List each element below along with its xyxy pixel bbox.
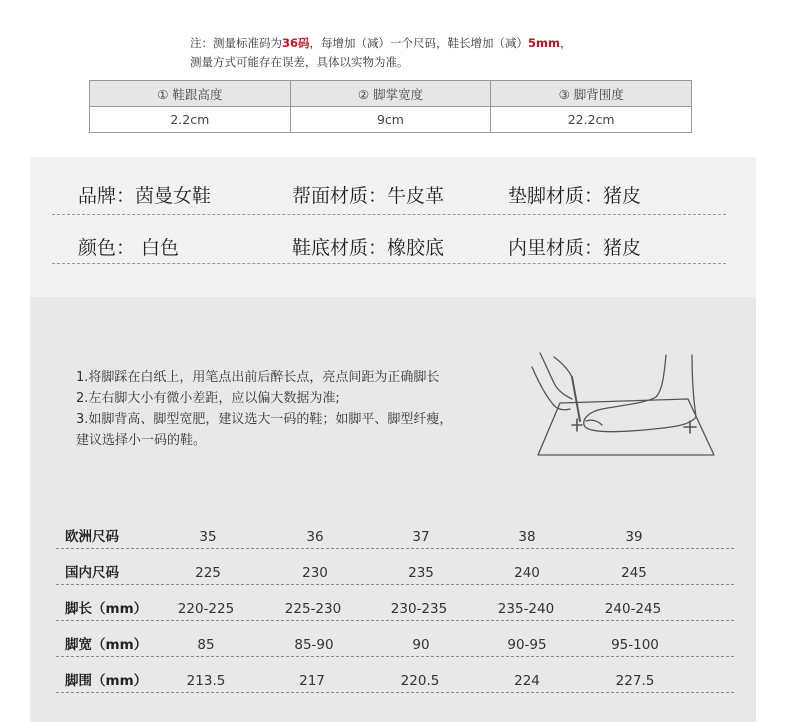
size-cell: 95-100 (611, 637, 659, 653)
value-heel-height: 2.2cm (90, 107, 291, 133)
measurement-note (190, 34, 630, 72)
size-cell: 217 (299, 673, 325, 689)
size-row-cn (56, 548, 734, 585)
size-cell: 240-245 (604, 601, 662, 617)
note-text: ， (559, 36, 572, 50)
value-instep-girth: 22.2cm (491, 107, 692, 133)
size-cell: 38 (518, 529, 536, 545)
size-cell: 220-225 (177, 601, 235, 617)
note-text: ，每增加（减）一个尺码，鞋长增加（减） (309, 36, 529, 50)
size-cell: 245 (621, 565, 647, 581)
size-cell: 225 (195, 565, 221, 581)
size-cell: 224 (514, 673, 540, 689)
instruction-line: 建议选择小一码的鞋。 (76, 433, 207, 448)
header-heel-height: ① 鞋跟高度 (90, 81, 291, 107)
measurement-table (89, 80, 692, 133)
size-row-label: 国内尺码 (65, 565, 119, 581)
size-row-eu (56, 512, 734, 549)
size-cell: 90-95 (507, 637, 547, 653)
attr-sole-material: 鞋底材质：橡胶底 (292, 237, 445, 259)
size-row-label: 脚围（mm） (65, 673, 148, 689)
size-row-foot-width (56, 620, 734, 657)
size-cell: 85-90 (294, 637, 334, 653)
size-row-foot-length (56, 584, 734, 621)
instruction-line: 2.左右脚大小有微小差距，应以偏大数据为准; (76, 391, 340, 406)
attr-insole-material: 垫脚材质：猪皮 (508, 185, 642, 207)
size-cell: 235 (408, 565, 434, 581)
size-guide-panel (30, 297, 756, 722)
measurement-header-row (90, 81, 692, 107)
size-row-label: 脚长（mm） (65, 601, 148, 617)
size-cell: 227.5 (615, 673, 655, 689)
note-highlight-length: 5mm (528, 36, 560, 50)
attr-color: 颜色： 白色 (78, 237, 180, 259)
size-cell: 36 (306, 529, 324, 545)
size-cell: 230-235 (390, 601, 448, 617)
attr-brand: 品牌：茵曼女鞋 (78, 185, 212, 207)
size-row-label: 脚宽（mm） (65, 637, 148, 653)
product-attributes-panel (30, 157, 756, 297)
attr-upper-material: 帮面材质：牛皮革 (292, 185, 445, 207)
size-cell: 220.5 (400, 673, 440, 689)
size-cell: 213.5 (186, 673, 226, 689)
size-cell: 39 (625, 529, 643, 545)
foot-measure-illustration-icon (524, 347, 724, 462)
size-cell: 230 (302, 565, 328, 581)
divider (52, 214, 726, 215)
measure-instructions (76, 367, 526, 451)
note-line-2: 测量方式可能存在误差，具体以实物为准。 (190, 55, 409, 69)
attr-lining-material: 内里材质：猪皮 (508, 237, 642, 259)
size-row-foot-girth (56, 656, 734, 693)
size-cell: 37 (412, 529, 430, 545)
size-cell: 35 (199, 529, 217, 545)
note-line-1 (190, 34, 630, 53)
value-sole-width: 9cm (290, 107, 491, 133)
size-cell: 85 (197, 637, 215, 653)
size-cell: 225-230 (284, 601, 342, 617)
size-cell: 90 (412, 637, 430, 653)
header-instep-girth: ③ 脚背围度 (491, 81, 692, 107)
size-row-label: 欧洲尺码 (65, 529, 119, 545)
instruction-line: 3.如脚背高、脚型宽肥，建议选大一码的鞋；如脚平、脚型纤瘦， (76, 412, 453, 427)
divider (52, 263, 726, 264)
header-sole-width: ② 脚掌宽度 (290, 81, 491, 107)
size-cell: 240 (514, 565, 540, 581)
measurement-value-row (90, 107, 692, 133)
note-text: 注：测量标准码为 (190, 36, 282, 50)
size-cell: 235-240 (497, 601, 555, 617)
note-highlight-size: 36码 (282, 36, 310, 50)
instruction-line: 1.将脚踩在白纸上，用笔点出前后醉长点，亮点间距为正确脚长 (76, 370, 440, 385)
